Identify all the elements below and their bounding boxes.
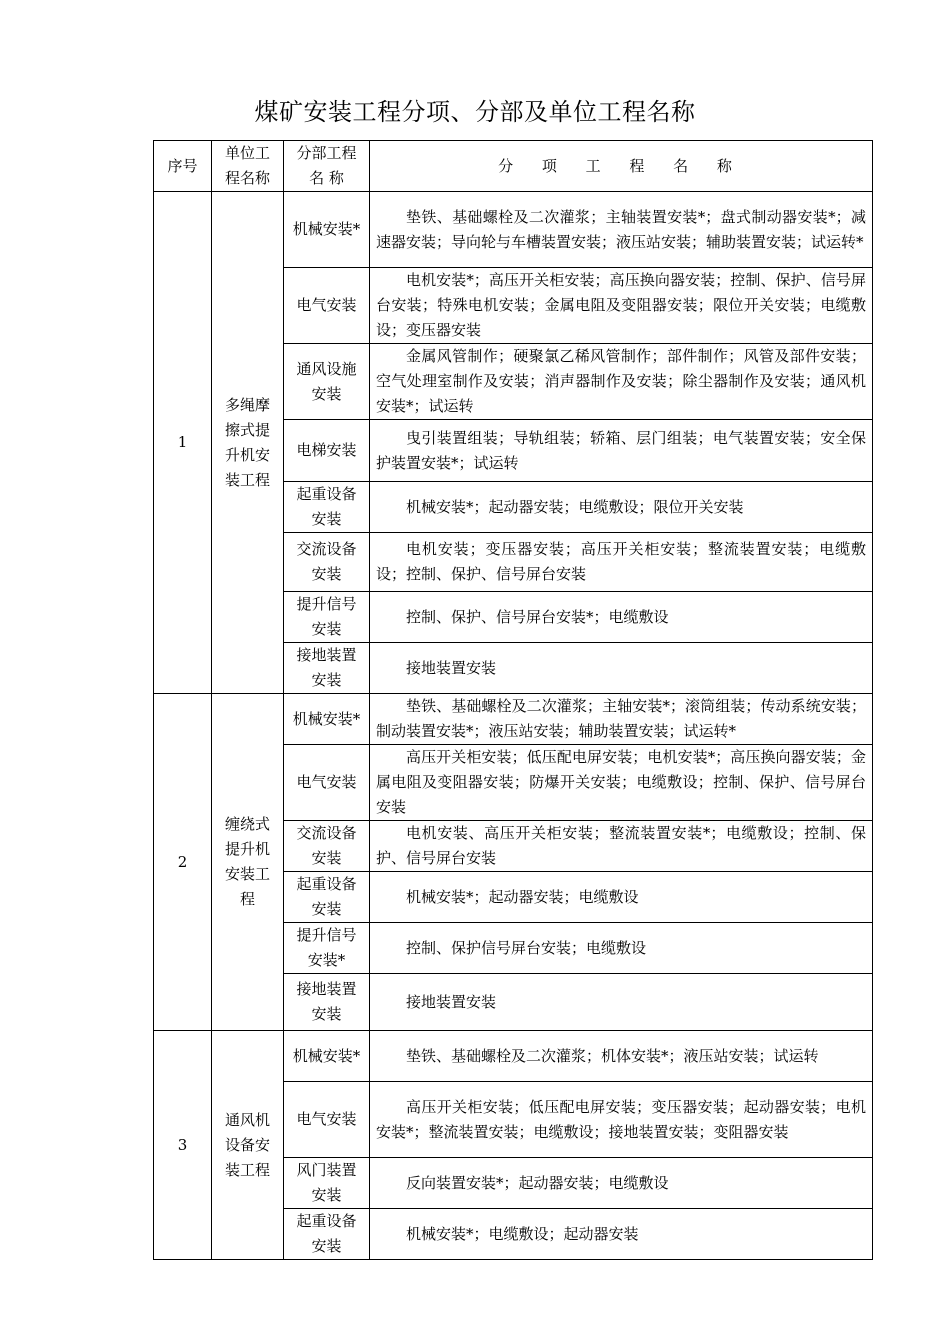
unit-name: 缠绕式提升机安装工程 — [212, 694, 284, 1031]
sub-name: 起重设备安装 — [284, 1209, 370, 1260]
item-text: 高压开关柜安装；低压配电屏安装；变压器安装；起动器安装；电机安装*；整流装置安装；电缆敷设；接地装置安装；变阻器安装 — [376, 1097, 866, 1141]
sub-name: 交流设备安装 — [284, 533, 370, 592]
item-text: 控制、保护信号屏台安装；电缆敷设 — [406, 938, 647, 957]
sub-name: 通风设施安装 — [284, 344, 370, 420]
item-text: 接地装置安装 — [406, 992, 497, 1011]
item-text: 高压开关柜安装；低压配电屏安装；电机安装*；高压换向器安装；金属电阻及变阻器安装；防爆开关安装；电缆敷设；控制、保护、信号屏台安装 — [376, 748, 866, 816]
item-text: 反向装置安装*；起动器安装；电缆敷设 — [406, 1173, 669, 1192]
header-items: 分 项 工 程 名 称 — [370, 141, 873, 192]
sub-name: 机械安装* — [284, 1031, 370, 1082]
table-row — [154, 1031, 873, 1082]
header-row — [154, 141, 873, 192]
item-list — [370, 872, 873, 923]
item-text: 电机安装*；高压开关柜安装；高压换向器安装；控制、保护、信号屏台安装；特殊电机安装；金属电阻及变阻器安装；限位开关安装；电缆敷设；变压器安装 — [376, 271, 866, 339]
item-text: 垫铁、基础螺栓及二次灌浆；机体安装*；液压站安装；试运转 — [406, 1046, 819, 1065]
seq-number: 1 — [154, 192, 212, 694]
sub-name: 起重设备安装 — [284, 482, 370, 533]
item-list — [370, 192, 873, 268]
sub-name: 电气安装 — [284, 745, 370, 821]
sub-name: 接地装置安装 — [284, 974, 370, 1031]
item-text: 接地装置安装 — [406, 658, 497, 677]
sub-name: 机械安装* — [284, 694, 370, 745]
item-list — [370, 1082, 873, 1158]
seq-number: 3 — [154, 1031, 212, 1260]
table-row — [154, 192, 873, 268]
item-text: 电机安装、高压开关柜安装；整流装置安装*；电缆敷设；控制、保护、信号屏台安装 — [376, 824, 866, 867]
item-list — [370, 974, 873, 1031]
item-text: 电机安装；变压器安装；高压开关柜安装；整流装置安装；电缆敷设；控制、保护、信号屏台安装 — [376, 540, 866, 583]
item-text: 金属风管制作；硬聚氯乙稀风管制作；部件制作；风管及部件安装；空气处理室制作及安装；消声器制作及安装；除尘器制作及安装；通风机安装*；试运转 — [376, 347, 866, 415]
item-list — [370, 923, 873, 974]
item-text: 控制、保护、信号屏台安装*；电缆敷设 — [406, 607, 669, 626]
item-list — [370, 592, 873, 643]
unit-name: 多绳摩擦式提升机安装工程 — [212, 192, 284, 694]
project-table — [153, 140, 873, 1260]
sub-name: 风门装置安装 — [284, 1158, 370, 1209]
item-list — [370, 533, 873, 592]
item-list — [370, 344, 873, 420]
item-list — [370, 694, 873, 745]
seq-number: 2 — [154, 694, 212, 1031]
sub-name: 起重设备安装 — [284, 872, 370, 923]
item-list — [370, 643, 873, 694]
item-text: 机械安装*；电缆敷设；起动器安装 — [406, 1224, 639, 1243]
header-unit: 单位工程名称 — [212, 141, 284, 192]
sub-name: 接地装置安装 — [284, 643, 370, 694]
header-sub: 分部工程 名 称 — [284, 141, 370, 192]
sub-name: 电梯安装 — [284, 420, 370, 482]
sub-name: 电气安装 — [284, 268, 370, 344]
sub-name: 提升信号安装* — [284, 923, 370, 974]
sub-name: 交流设备安装 — [284, 821, 370, 872]
item-list — [370, 268, 873, 344]
item-list — [370, 1158, 873, 1209]
item-list — [370, 821, 873, 872]
sub-name: 机械安装* — [284, 192, 370, 268]
item-list — [370, 745, 873, 821]
item-list — [370, 1031, 873, 1082]
sub-name: 提升信号安装 — [284, 592, 370, 643]
table-row — [154, 694, 873, 745]
item-list — [370, 420, 873, 482]
unit-name: 通风机设备安装工程 — [212, 1031, 284, 1260]
item-text: 曳引装置组装；导轨组装；轿箱、层门组装；电气装置安装；安全保护装置安装*；试运转 — [376, 428, 866, 472]
item-text: 垫铁、基础螺栓及二次灌浆；主轴装置安装*；盘式制动器安装*；减速器安装；导向轮与车槽装置安装；液压站安装；辅助装置安装；试运转* — [376, 207, 866, 251]
page-title: 煤矿安装工程分项、分部及单位工程名称 — [254, 98, 696, 126]
item-text: 机械安装*；起动器安装；电缆敷设；限位开关安装 — [406, 497, 744, 516]
item-text: 机械安装*；起动器安装；电缆敷设 — [406, 887, 639, 906]
item-list — [370, 482, 873, 533]
item-text: 垫铁、基础螺栓及二次灌浆；主轴安装*；滚筒组装；传动系统安装；制动装置安装*；液压站安装；辅助装置安装；试运转* — [376, 697, 866, 740]
header-seq: 序号 — [154, 141, 212, 192]
item-list — [370, 1209, 873, 1260]
sub-name: 电气安装 — [284, 1082, 370, 1158]
